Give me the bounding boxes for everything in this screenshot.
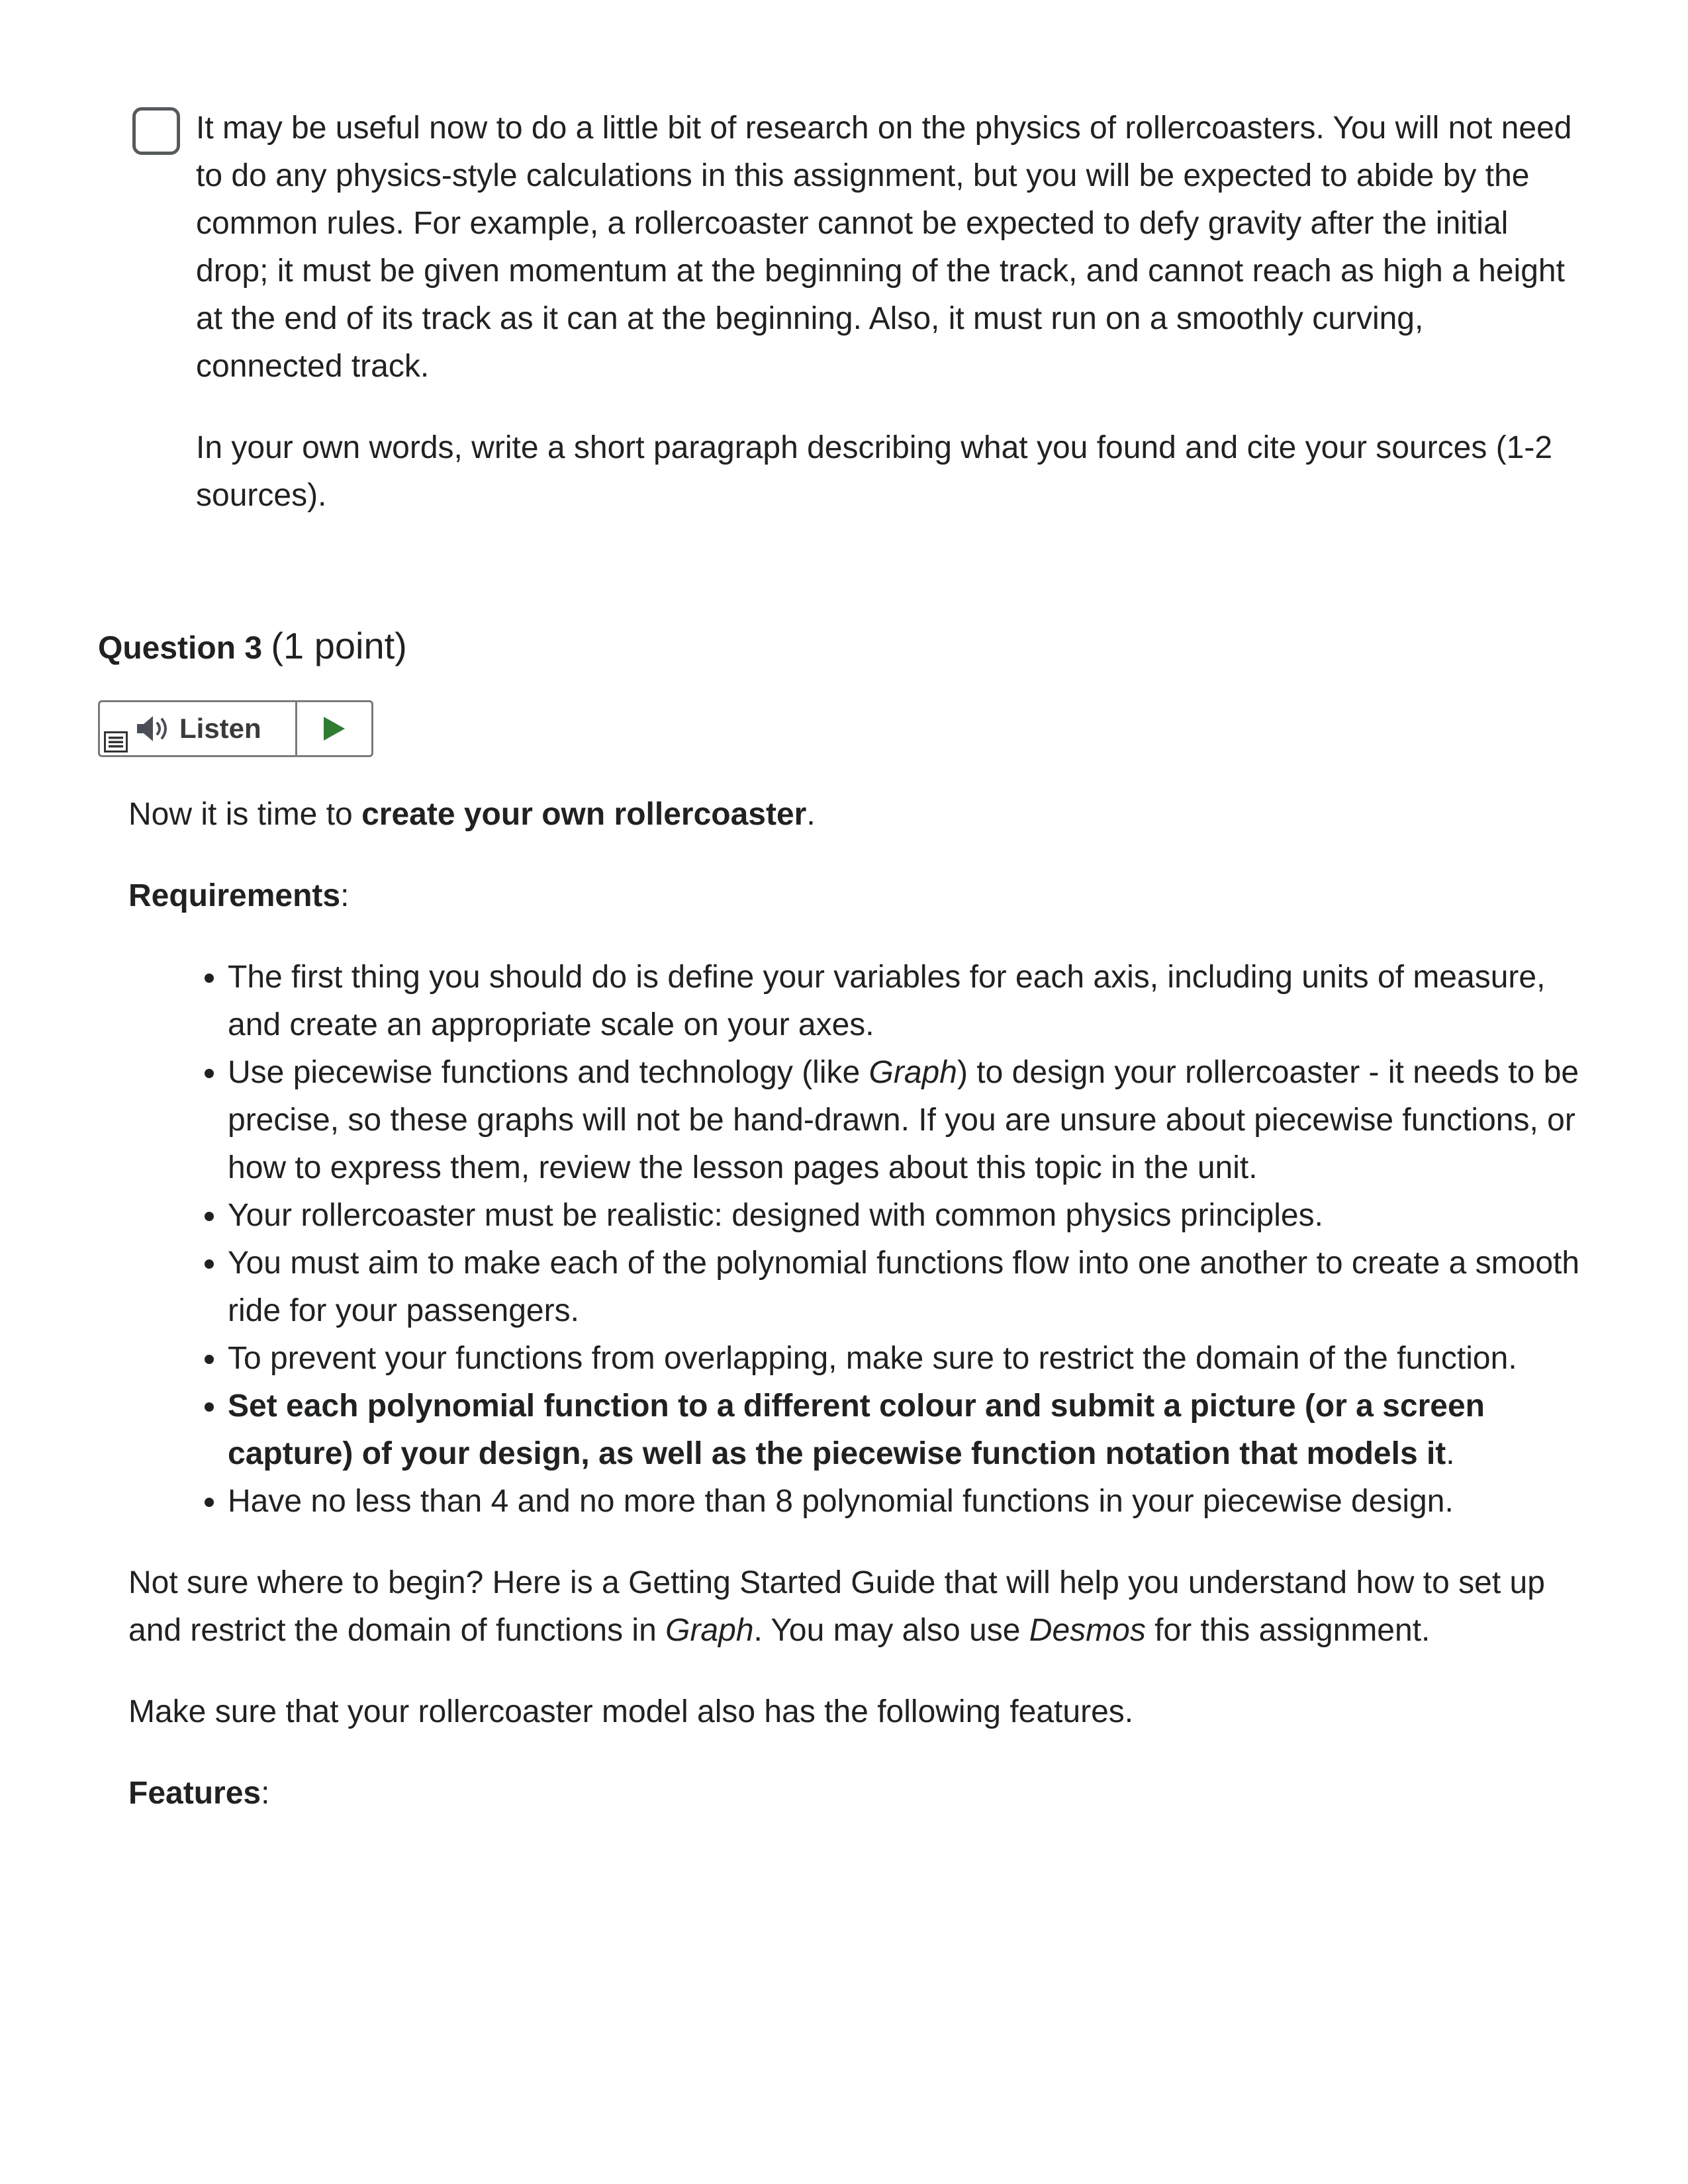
question-content <box>128 791 1605 1851</box>
checklist-checkbox[interactable] <box>132 107 180 155</box>
requirement-period: . <box>1446 1436 1455 1471</box>
intro-prefix: Now it is time to <box>128 797 362 832</box>
question-label: Question 3 <box>98 631 263 666</box>
requirement-item: • The first thing you should do is define your variables for each axis, including units of measure, and create an appropriate scale on your axes. <box>228 954 1605 1049</box>
getting-started-paragraph <box>128 1559 1605 1655</box>
question-header <box>98 622 407 672</box>
requirement-text: ) to design your rollercoaster - it needs to be precise, so these graphs will not be hand-drawn. If you are unsure about piecewise functions, or how to express them, review the lesson pages about this topic in the unit. <box>228 1055 1579 1185</box>
desmos-term: Desmos <box>1029 1613 1146 1648</box>
listen-button[interactable] <box>133 702 295 755</box>
requirement-text: Use piecewise functions and technology (like <box>228 1055 869 1090</box>
research-paragraph: It may be useful now to do a little bit of research on the physics of rollercoasters. You will not need to do any physics-style calculations in this assignment, but you will be expected to abide by the common rules. For example, a rollercoaster cannot be expected to defy gravity after the initial drop; it must be given momentum at the beginning of the track, and cannot reach as high a height at the end of its track as it can at the beginning. Also, it must run on a smoothly curving, connected track. <box>196 111 1572 384</box>
guide-text: . You may also use <box>753 1613 1029 1648</box>
features-intro: Make sure that your rollercoaster model also has the following features. <box>128 1694 1134 1729</box>
listen-widget <box>98 700 373 757</box>
speaker-icon <box>136 714 171 743</box>
guide-text: Not sure where to begin? Here is a Getting Started Guide that will help you understand how to set up and restrict the domain of functions in <box>128 1565 1545 1648</box>
checklist-item <box>132 105 1575 520</box>
question-points: (1 point) <box>271 625 407 666</box>
features-colon: : <box>261 1776 270 1811</box>
requirement-item: • To prevent your functions from overlapping, make sure to restrict the domain of the function. <box>228 1335 1605 1383</box>
play-icon <box>322 715 346 742</box>
features-heading <box>128 1770 1605 1817</box>
guide-text: for this assignment. <box>1145 1613 1430 1648</box>
requirements-heading <box>128 872 1605 920</box>
requirement-emphasis: Set each polynomial function to a different colour and submit a picture (or a screen capture) of your design, as well as the piecewise function notation that models it <box>228 1388 1485 1471</box>
requirement-item <box>228 1049 1605 1192</box>
intro-suffix: . <box>806 797 816 832</box>
features-heading-text: Features <box>128 1776 261 1811</box>
requirements-colon: : <box>340 878 350 913</box>
requirements-list <box>128 954 1605 1525</box>
play-button[interactable] <box>297 702 371 755</box>
listen-label: Listen <box>179 713 261 744</box>
menu-icon <box>104 731 128 752</box>
listen-menu-button[interactable] <box>100 702 133 755</box>
requirements-heading-text: Requirements <box>128 878 341 913</box>
graph-term: Graph <box>665 1613 754 1648</box>
requirement-item <box>228 1383 1605 1478</box>
intro-paragraph <box>128 791 1605 839</box>
requirement-item: • Have no less than 4 and no more than 8 polynomial functions in your piecewise design. <box>228 1478 1605 1525</box>
requirement-item: • You must aim to make each of the polynomial functions flow into one another to create a smooth ride for your passengers. <box>228 1240 1605 1335</box>
intro-emphasis: create your own rollercoaster <box>361 797 807 832</box>
graph-term: Graph <box>868 1055 957 1090</box>
requirement-item: • Your rollercoaster must be realistic: designed with common physics principles. <box>228 1192 1605 1240</box>
cite-sources-paragraph: In your own words, write a short paragraph describing what you found and cite your sources (1-2 sources). <box>196 430 1553 513</box>
checklist-text <box>196 105 1575 520</box>
